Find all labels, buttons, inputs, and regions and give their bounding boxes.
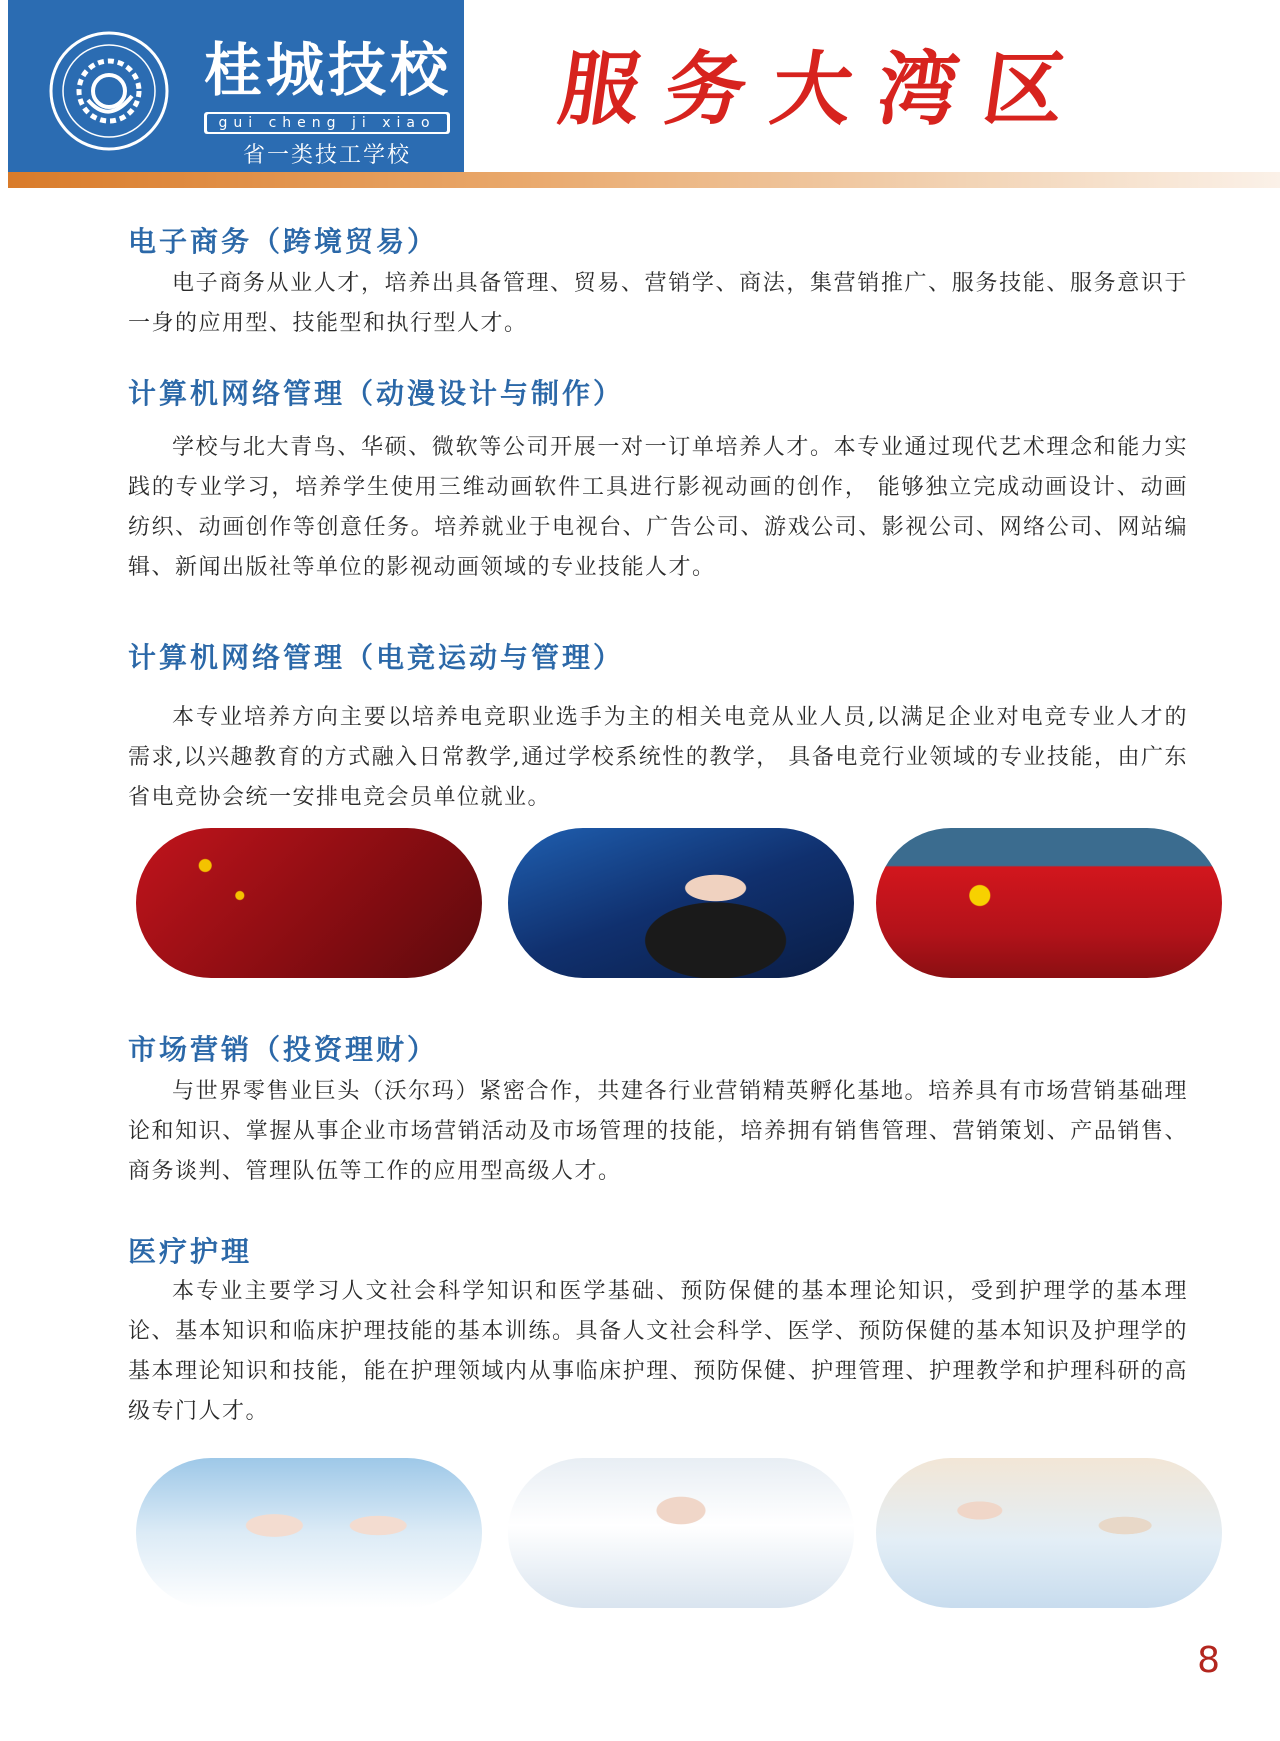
- esports-flag-photo: [876, 828, 1222, 978]
- nursing-practice-photo: [508, 1458, 854, 1608]
- page-title: 服务大湾区: [553, 42, 1097, 136]
- section-heading-animation: 计算机网络管理（动漫设计与制作）: [128, 377, 625, 410]
- nursing-students-photo: [136, 1458, 482, 1608]
- section-heading-marketing: 市场营销（投资理财）: [128, 1033, 439, 1066]
- school-name: 桂城技校: [203, 36, 452, 104]
- section-heading-esports: 计算机网络管理（电竞运动与管理）: [128, 641, 625, 674]
- section-text-marketing: 与世界零售业巨头（沃尔玛）紧密合作，共建各行业营销精英孵化基地。培养具有市场营销基础理论和知识、掌握从事企业市场营销活动及市场管理的技能，培养拥有销售管理、营销策划、产品销售、商务谈判、管理队伍等工作的应用型高级人才。: [128, 1079, 1188, 1184]
- section-text-ecommerce: 电子商务从业人才，培养出具备管理、贸易、营销学、商法，集营销推广、服务技能、服务意识于一身的应用型、技能型和执行型人才。: [128, 271, 1188, 336]
- section-text-esports: 本专业培养方向主要以培养电竞职业选手为主的相关电竞从业人员,以满足企业对电竞专业人才的需求,以兴趣教育的方式融入日常教学,通过学校系统性的教学， 具备电竞行业领域的专业技能，由广东省电竞协会统一安排电竞会员单位就业。: [128, 705, 1188, 810]
- esports-player-photo: [508, 828, 854, 978]
- section-heading-nursing: 医疗护理: [128, 1235, 253, 1268]
- header-divider: [8, 172, 1280, 188]
- section-text-animation: 学校与北大青鸟、华硕、微软等公司开展一对一订单培养人才。本专业通过现代艺术理念和能力实践的专业学习，培养学生使用三维动画软件工具进行影视动画的创作， 能够独立完成动画设计、动画纺织、动画创作等创意任务。培养就业于电视台、广告公司、游戏公司、影视公司、网络公司、网站编辑、新闻出版社等单位的影视动画领域的专业技能人才。: [128, 435, 1188, 580]
- school-emblem-icon: [48, 30, 170, 152]
- nursing-care-photo: [876, 1458, 1222, 1608]
- page-number: 8: [1197, 1640, 1220, 1681]
- pinyin-bar: [204, 112, 450, 134]
- section-heading-ecommerce: 电子商务（跨境贸易）: [128, 225, 439, 258]
- section-text-nursing: 本专业主要学习人文社会科学知识和医学基础、预防保健的基本理论知识，受到护理学的基本理论、基本知识和临床护理技能的基本训练。具备人文社会科学、医学、预防保健的基本知识及护理学的基本理论知识和技能，能在护理领域内从事临床护理、预防保健、护理管理、护理教学和护理科研的高级专门人才。: [128, 1279, 1188, 1424]
- header-logo-box: [8, 0, 464, 172]
- esports-team-photo: [136, 828, 482, 978]
- school-pinyin: gui cheng ji xiao: [207, 114, 447, 132]
- school-subtitle: 省一类技工学校: [242, 143, 411, 168]
